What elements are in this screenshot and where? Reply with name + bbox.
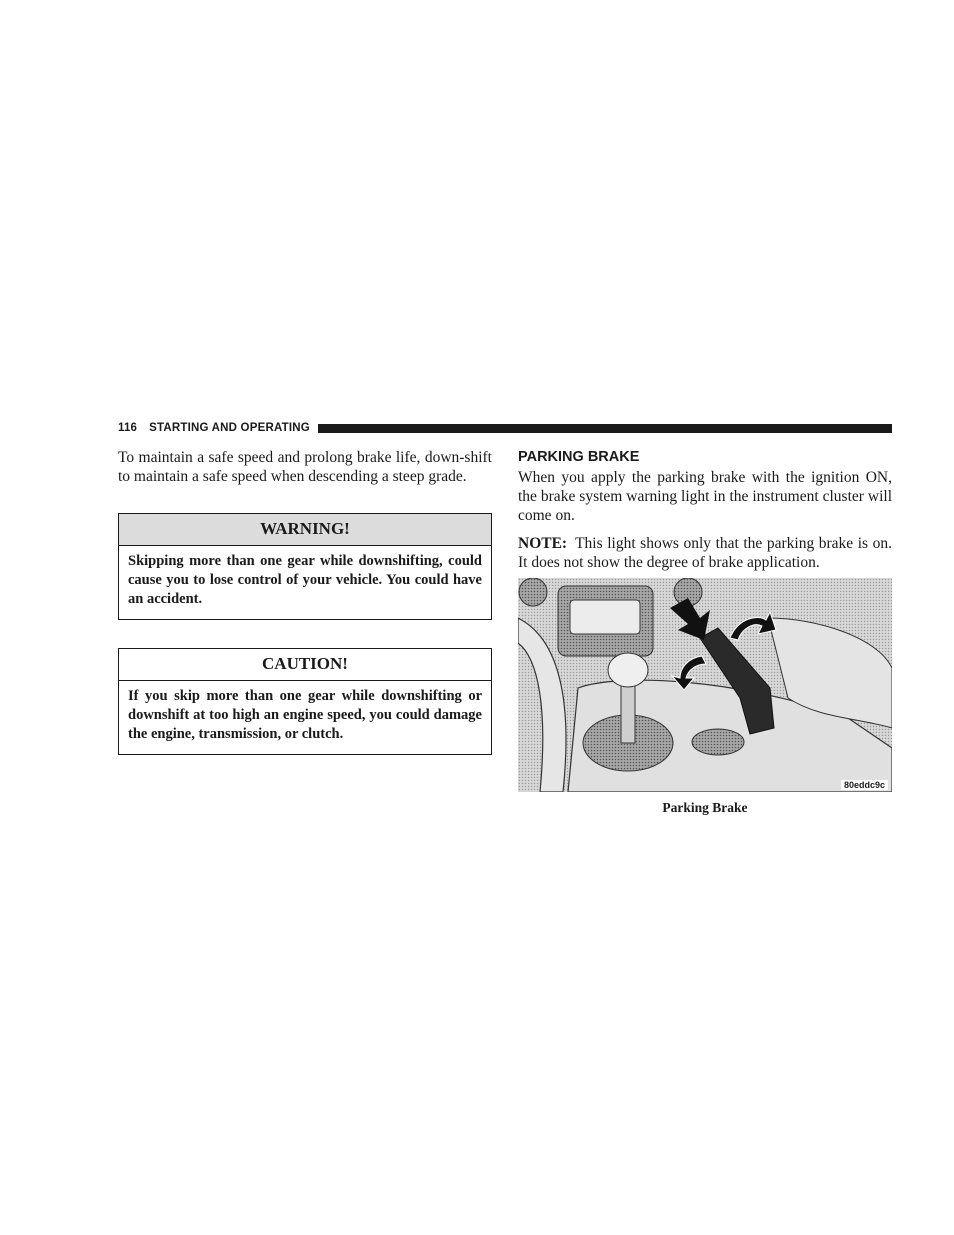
note-label: NOTE: [518,535,568,552]
figure-code: 80eddc9c [841,780,888,790]
figure-caption: Parking Brake [662,800,748,815]
warning-title: WARNING! [119,514,491,546]
caution-text: If you skip more than one gear while downshifting or downshift at too high an engine speed, you could damage the engine, transmission, or clutch. [128,688,482,742]
caution-box [118,648,492,755]
parking-brake-illustration [518,578,892,792]
warning-box [118,513,492,620]
parking-brake-paragraph: When you apply the parking brake with the ignition ON, the brake system warning light in the instrument cluster will come on. [518,469,892,524]
intro-paragraph: To maintain a safe speed and prolong brake life, down-shift to maintain a safe speed when descending a steep grade. [118,449,492,485]
left-column [118,448,492,755]
caution-title: CAUTION! [119,649,491,681]
note-text: This light shows only that the parking brake is on. It does not show the degree of brake application. [518,535,892,571]
page-number: 116 [118,422,138,434]
note-paragraph [518,534,892,572]
parking-brake-drawing [518,578,892,792]
right-column [518,448,892,816]
page-header [118,419,892,437]
warning-text: Skipping more than one gear while downshifting, could cause you to lose control of your vehicle. You could have an accident. [128,553,482,607]
section-title: STARTING AND OPERATING [149,422,310,434]
header-rule [318,424,892,433]
section-heading: PARKING BRAKE [518,449,640,465]
